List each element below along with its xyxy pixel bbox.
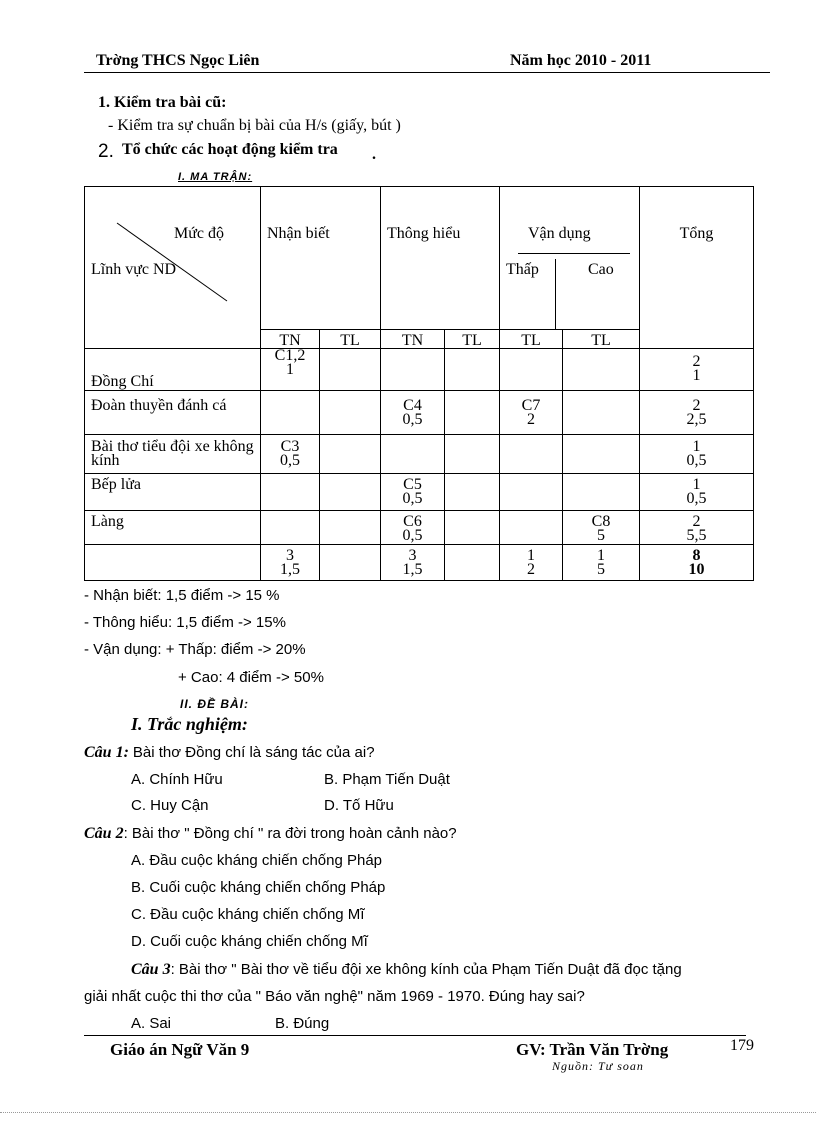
q1-line <box>84 744 375 762</box>
table-cell <box>320 545 381 581</box>
table-cell <box>320 511 381 545</box>
row-name: Làng <box>85 511 261 545</box>
table-cell <box>445 511 500 545</box>
table-cell <box>640 511 754 545</box>
q1-text: Bài thơ Đồng chí là sáng tác của ai? <box>132 744 375 761</box>
q3-text1: : Bài thơ " Bài thơ về tiểu đội xe không kính của Phạm Tiến Duật đã đọc tặng <box>170 961 682 978</box>
table-cell <box>563 391 640 435</box>
cell-line: C4 <box>403 397 422 414</box>
table-cell <box>381 474 445 511</box>
q1-option-c: C. Huy Cận <box>131 797 209 814</box>
cell-line: 2 <box>692 353 701 370</box>
cell-line: 0,5 <box>402 490 423 507</box>
cell-line: 0,5 <box>402 527 423 544</box>
row-name <box>85 545 261 581</box>
row-name: Đoàn thuyền đánh cá <box>85 391 261 435</box>
table-row <box>85 349 754 391</box>
table-cell <box>563 545 640 581</box>
q2-text: : Bài thơ " Đồng chí " ra đời trong hoàn cảnh nào? <box>123 825 457 842</box>
header-van-dung <box>500 187 640 330</box>
sub-tl-3: TL <box>500 330 563 349</box>
cell-line: 2 <box>692 397 701 414</box>
q3-text2: giải nhất cuộc thi thơ của " Báo văn nghệ" năm 1969 - 1970. Đúng hay sai? <box>84 988 585 1005</box>
cell-line: 2 <box>527 411 535 428</box>
cell-line: C3 <box>280 438 300 455</box>
table-cell <box>320 349 381 391</box>
cell-line: 5,5 <box>686 527 707 544</box>
header-linh-vuc: Lĩnh vực ND <box>91 261 177 278</box>
cell-line: 1 <box>597 547 605 564</box>
row-name: Đồng Chí <box>85 349 261 391</box>
table-cell <box>563 435 640 474</box>
cell-line: 0,5 <box>686 490 707 507</box>
table-row <box>85 391 754 435</box>
table-cell <box>445 545 500 581</box>
table-header-row <box>85 187 754 330</box>
cell-line: 2 <box>692 513 701 530</box>
cell-line: 2,5 <box>686 411 707 428</box>
footer-source: Nguồn: Tư soan <box>552 1059 644 1073</box>
section2-title: Tổ chức các hoạt động kiểm tra <box>122 141 338 158</box>
van-dung-rule <box>518 253 630 254</box>
table-cell <box>445 349 500 391</box>
cell-line: 0,5 <box>686 452 707 469</box>
header-school: Trờng THCS Ngọc Liên <box>96 52 260 69</box>
q2-line <box>84 825 457 843</box>
table-cell <box>640 435 754 474</box>
table-cell <box>320 435 381 474</box>
table-cell <box>500 349 563 391</box>
q3-line1 <box>131 961 682 979</box>
page-number: 179 <box>730 1037 754 1054</box>
table-cell <box>640 545 754 581</box>
table-row <box>85 545 754 581</box>
q1-option-a: A. Chính Hữu <box>131 771 223 788</box>
sub-tl-1: TL <box>320 330 381 349</box>
table-cell <box>563 511 640 545</box>
sub-tn-1: TN <box>261 330 320 349</box>
table-cell <box>500 545 563 581</box>
header-thap: Thấp <box>506 261 539 278</box>
section1-line: - Kiểm tra sự chuẩn bị bài của H/s (giấy, bút ) <box>108 117 401 134</box>
summary-cao: + Cao: 4 điểm -> 50% <box>178 669 324 686</box>
table-cell <box>445 435 500 474</box>
cell-line: 8 <box>692 547 701 564</box>
matrix-label: I. MA TRẬN: <box>178 171 253 183</box>
header-muc-do: Mức độ <box>174 225 224 242</box>
table-cell <box>445 391 500 435</box>
table-cell <box>640 349 754 391</box>
header-thong-hieu <box>381 187 500 330</box>
cell-line: C6 <box>403 513 422 530</box>
cell-line: C5 <box>403 476 422 493</box>
table-cell <box>381 545 445 581</box>
footer-left: Giáo án Ngữ Văn 9 <box>110 1040 250 1059</box>
cell-line: 1 <box>692 438 701 455</box>
table-cell <box>640 391 754 435</box>
cell-line: 1 <box>692 367 701 384</box>
cell-line: C1,2 <box>274 347 306 364</box>
table-cell <box>381 391 445 435</box>
header-year: Năm học 2010 - 2011 <box>510 52 652 69</box>
q3-option-b: B. Đúng <box>275 1015 330 1032</box>
table-cell <box>445 474 500 511</box>
row-name: Bài thơ tiểu đội xe không kính <box>85 435 261 474</box>
table-cell <box>640 474 754 511</box>
q1-label: Câu 1 <box>84 744 124 761</box>
table-cell <box>500 391 563 435</box>
summary-nhan-biet: - Nhận biết: 1,5 điểm -> 15 % <box>84 587 280 604</box>
header-cao: Cao <box>588 261 614 278</box>
q1-option-d: D. Tố Hữu <box>324 797 394 814</box>
table-cell <box>500 511 563 545</box>
cell-line: 1,5 <box>402 561 423 578</box>
table-cell <box>320 474 381 511</box>
table-cell <box>261 474 320 511</box>
cell-line: 1 <box>692 476 701 493</box>
de-bai-label: II. ĐỀ BÀI: <box>180 697 250 711</box>
sub-tl-2: TL <box>445 330 500 349</box>
trac-nghiem-heading: I. Trắc nghiệm: <box>131 714 248 734</box>
row-name: Bếp lửa <box>85 474 261 511</box>
header-nhan-biet <box>261 187 381 330</box>
table-row <box>85 474 754 511</box>
header-thong-hieu-label: Thông hiểu <box>387 225 461 242</box>
q2-option-b: B. Cuối cuộc kháng chiến chống Pháp <box>131 879 386 896</box>
section2-dot: . <box>372 146 376 163</box>
section2-num: 2. <box>98 141 114 162</box>
cell-line: 1 <box>286 361 294 378</box>
table-cell <box>381 435 445 474</box>
table-row <box>85 435 754 474</box>
cell-line: 0,5 <box>280 452 300 469</box>
q1-colon: : <box>123 744 133 761</box>
sub-tn-2: TN <box>381 330 445 349</box>
cell-line: 2 <box>527 561 535 578</box>
cell-line: C7 <box>521 397 541 414</box>
header-nhan-biet-label: Nhận biết <box>267 225 330 242</box>
q2-label: Câu 2 <box>84 825 124 842</box>
van-dung-split <box>555 259 556 330</box>
sub-tl-4: TL <box>563 330 640 349</box>
summary-van-dung: - Vận dụng: + Thấp: điểm -> 20% <box>84 641 306 658</box>
cell-line: 1 <box>527 547 535 564</box>
section1-title: 1. Kiểm tra bài cũ: <box>98 94 227 111</box>
cell-line: 5 <box>597 561 605 578</box>
footer-teacher: GV: Trần Văn Trờng <box>516 1040 669 1059</box>
summary-thong-hieu: - Thông hiểu: 1,5 điểm -> 15% <box>84 614 286 631</box>
q2-option-a: A. Đầu cuộc kháng chiến chống Pháp <box>131 852 383 869</box>
q2-option-d: D. Cuối cuộc kháng chiến chống Mĩ <box>131 933 368 950</box>
q1-option-b: B. Phạm Tiến Duật <box>324 771 450 788</box>
header-diagonal-cell <box>85 187 261 349</box>
table-cell <box>381 349 445 391</box>
table-cell <box>261 545 320 581</box>
cell-line: 1,5 <box>280 561 300 578</box>
header-van-dung-label: Vận dụng <box>528 225 591 242</box>
table-cell <box>500 474 563 511</box>
cell-line: 10 <box>688 561 705 578</box>
table-cell <box>381 511 445 545</box>
table-cell <box>500 435 563 474</box>
table-cell <box>261 435 320 474</box>
header-tong <box>640 187 754 349</box>
q2-option-c: C. Đầu cuộc kháng chiến chống Mĩ <box>131 906 365 923</box>
table-cell <box>261 349 320 391</box>
matrix-table <box>84 186 754 581</box>
table-row <box>85 511 754 545</box>
header-tong-label: Tổng <box>679 225 714 242</box>
table-cell <box>320 391 381 435</box>
table-cell <box>563 349 640 391</box>
header-rule <box>84 72 770 73</box>
footer-rule <box>84 1035 746 1036</box>
table-cell <box>261 511 320 545</box>
bottom-dotted-rule <box>0 1112 816 1113</box>
cell-line: 3 <box>286 547 294 564</box>
cell-line: C8 <box>591 513 611 530</box>
cell-line: 3 <box>408 547 417 564</box>
q3-label: Câu 3 <box>131 961 171 978</box>
cell-line: 5 <box>597 527 605 544</box>
cell-line: 0,5 <box>402 411 423 428</box>
table-cell <box>261 391 320 435</box>
q3-option-a: A. Sai <box>131 1015 172 1032</box>
table-cell <box>563 474 640 511</box>
